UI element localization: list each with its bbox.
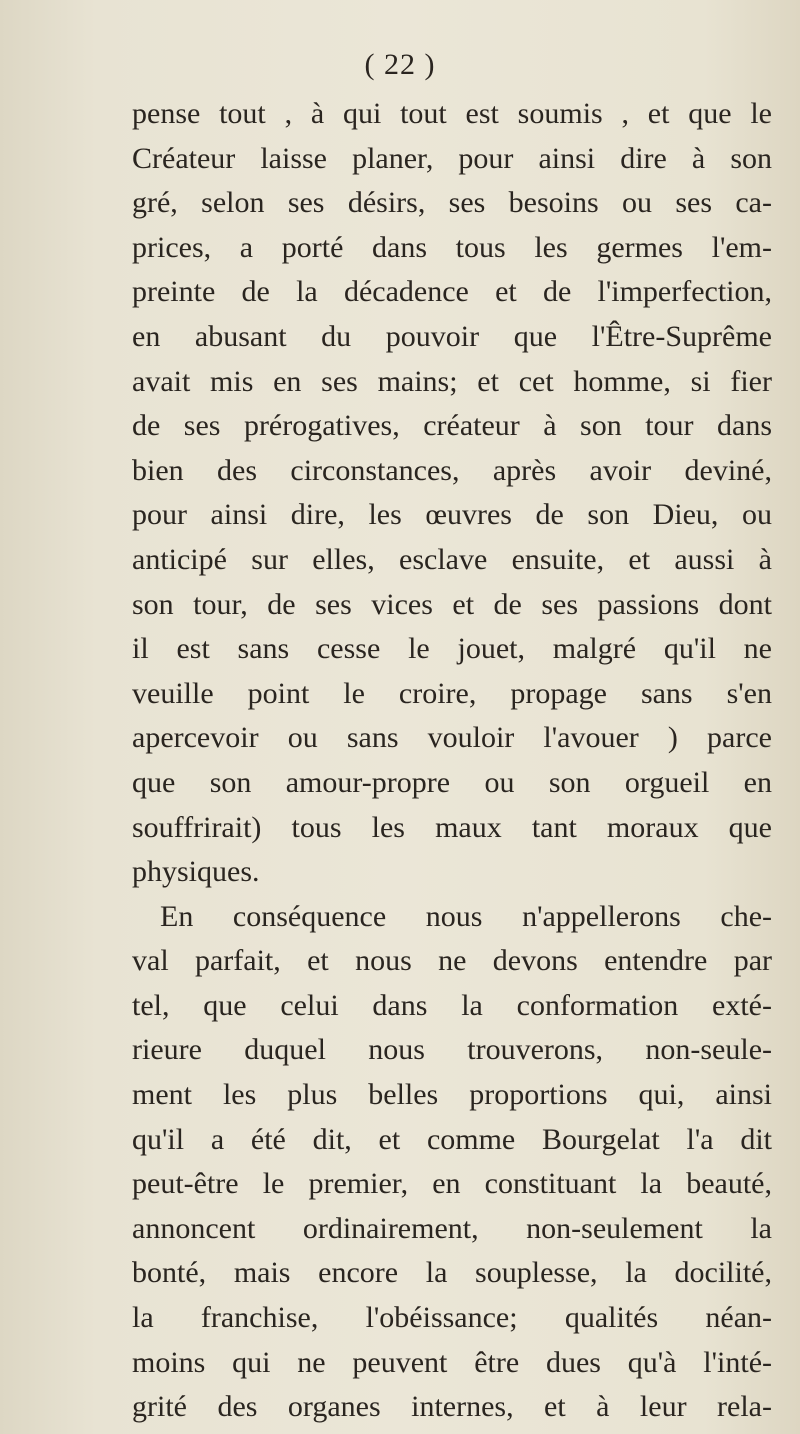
text-line: apercevoir ou sans vouloir l'avouer ) parce (132, 721, 772, 755)
text-line: que son amour-propre ou son orgueil en (132, 765, 772, 799)
text-line: ment les plus belles proportions qui, ainsi (132, 1078, 772, 1112)
text-line: peut-être le premier, en constituant la beauté, (132, 1167, 772, 1201)
text-line: grité des organes internes, et à leur rela- (132, 1390, 772, 1424)
text-line: prices, a porté dans tous les germes l'em- (132, 230, 772, 264)
text-line: pense tout , à qui tout est soumis , et que le (132, 97, 772, 130)
text-line: physiques. (132, 855, 260, 889)
text-line: Créateur laisse planer, pour ainsi dire à son (132, 141, 772, 175)
text-line: rieure duquel nous trouverons, non-seule- (132, 1033, 772, 1067)
paragraph-2 (132, 895, 772, 1430)
text-line: bien des circonstances, après avoir deviné, (132, 453, 772, 487)
text-line: gré, selon ses désirs, ses besoins ou ses ca- (132, 186, 772, 220)
text-line: pour ainsi dire, les œuvres de son Dieu, ou (132, 498, 772, 532)
text-line: val parfait, et nous ne devons entendre par (132, 944, 772, 978)
text-line: de ses prérogatives, créateur à son tour dans (132, 409, 772, 443)
body-text (132, 92, 772, 1430)
text-line: tel, que celui dans la conformation exté- (132, 988, 772, 1022)
text-line: la franchise, l'obéissance; qualités néan- (132, 1301, 772, 1335)
text-line: son tour, de ses vices et de ses passions dont (132, 587, 772, 621)
text-line: qu'il a été dit, et comme Bourgelat l'a dit (132, 1122, 772, 1156)
text-line: annoncent ordinairement, non-seulement la (132, 1211, 772, 1245)
text-line: bonté, mais encore la souplesse, la docilité, (132, 1256, 772, 1290)
page-number: ( 22 ) (364, 48, 436, 81)
text-line: avait mis en ses mains; et cet homme, si fier (132, 364, 772, 398)
text-line: anticipé sur elles, esclave ensuite, et aussi à (132, 542, 772, 576)
text-line: souffrirait) tous les maux tant moraux que (132, 810, 772, 844)
text-line: preinte de la décadence et de l'imperfection, (132, 275, 772, 309)
text-line: en abusant du pouvoir que l'Être-Suprême (132, 319, 772, 353)
text-line: veuille point le croire, propage sans s'en (132, 676, 772, 710)
text-line: moins qui ne peuvent être dues qu'à l'inté- (132, 1345, 772, 1379)
text-line: il est sans cesse le jouet, malgré qu'il ne (132, 632, 772, 666)
paragraph-1 (132, 92, 772, 895)
text-line: En conséquence nous n'appellerons che- (160, 899, 772, 933)
